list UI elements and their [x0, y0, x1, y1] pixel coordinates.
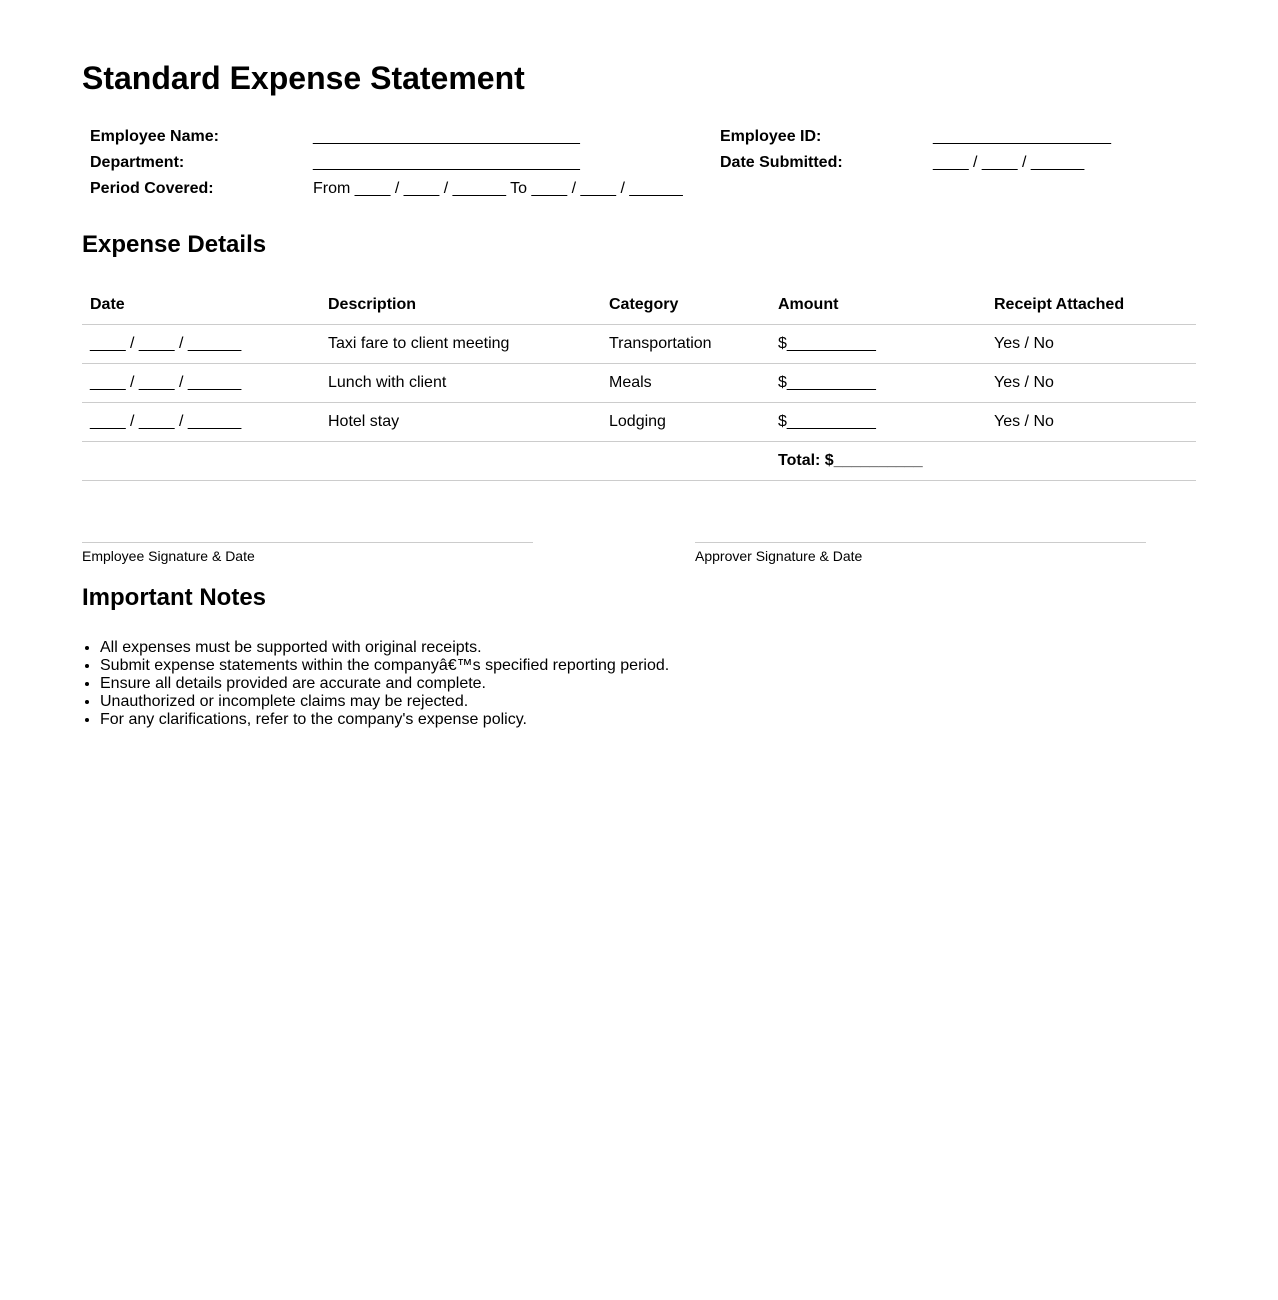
total-row: [82, 442, 1196, 481]
column-header-amount: Amount: [770, 286, 986, 325]
row-description: Hotel stay: [320, 403, 601, 442]
row-description: Taxi fare to client meeting: [320, 325, 601, 364]
column-header-receipt: Receipt Attached: [986, 286, 1196, 325]
row-category: Meals: [601, 364, 770, 403]
expense-statement-page: [82, 58, 1196, 728]
column-header-category: Category: [601, 286, 770, 325]
row-receipt-choice[interactable]: Yes / No: [986, 403, 1196, 442]
employee-name-label: Employee Name:: [90, 128, 219, 145]
row-date-field[interactable]: ____ / ____ / ______: [82, 403, 320, 442]
employee-info-table: [82, 124, 1121, 202]
row-date-field[interactable]: ____ / ____ / ______: [82, 325, 320, 364]
row-amount-field[interactable]: $__________: [770, 403, 986, 442]
row-category: Transportation: [601, 325, 770, 364]
employee-id-field[interactable]: ____________________: [933, 128, 1111, 145]
expense-details-heading: Expense Details: [82, 231, 267, 258]
row-receipt-choice[interactable]: Yes / No: [986, 364, 1196, 403]
important-notes-list: [82, 639, 669, 729]
row-category: Lodging: [601, 403, 770, 442]
date-submitted-label: Date Submitted:: [720, 154, 843, 171]
list-item: • Ensure all details provided are accurate and complete.: [100, 675, 669, 693]
row-date-field[interactable]: ____ / ____ / ______: [82, 364, 320, 403]
row-amount-field[interactable]: $__________: [770, 325, 986, 364]
row-amount-field[interactable]: $__________: [770, 364, 986, 403]
table-row: [82, 403, 1196, 442]
row-receipt-choice[interactable]: Yes / No: [986, 325, 1196, 364]
total-amount-field[interactable]: Total: $__________: [770, 442, 1196, 481]
column-header-date: Date: [82, 286, 320, 325]
date-submitted-field[interactable]: ____ / ____ / ______: [933, 154, 1085, 171]
total-row-spacer: [82, 442, 770, 481]
list-item: • For any clarifications, refer to the company's expense policy.: [100, 711, 669, 729]
list-item: • Submit expense statements within the companyâ€™s specified reporting period.: [100, 657, 669, 675]
department-field[interactable]: ______________________________: [313, 154, 580, 171]
employee-id-label: Employee ID:: [720, 128, 822, 145]
important-notes-heading: Important Notes: [82, 584, 267, 611]
table-row: [82, 364, 1196, 403]
expense-table: [82, 286, 1196, 481]
employee-name-field[interactable]: ______________________________: [313, 128, 580, 145]
department-label: Department:: [90, 154, 185, 171]
period-covered-field[interactable]: From ____ / ____ / ______ To ____ / ____ / ______: [313, 180, 683, 197]
period-covered-label: Period Covered:: [90, 180, 214, 197]
expense-table-header-row: [82, 286, 1196, 325]
row-description: Lunch with client: [320, 364, 601, 403]
approver-signature-line[interactable]: Approver Signature & Date: [695, 542, 1146, 565]
employee-signature-line[interactable]: Employee Signature & Date: [82, 542, 533, 565]
column-header-description: Description: [320, 286, 601, 325]
list-item: • Unauthorized or incomplete claims may be rejected.: [100, 693, 669, 711]
list-item: • All expenses must be supported with original receipts.: [100, 639, 669, 657]
page-title: Standard Expense Statement: [82, 60, 525, 96]
table-row: [82, 325, 1196, 364]
